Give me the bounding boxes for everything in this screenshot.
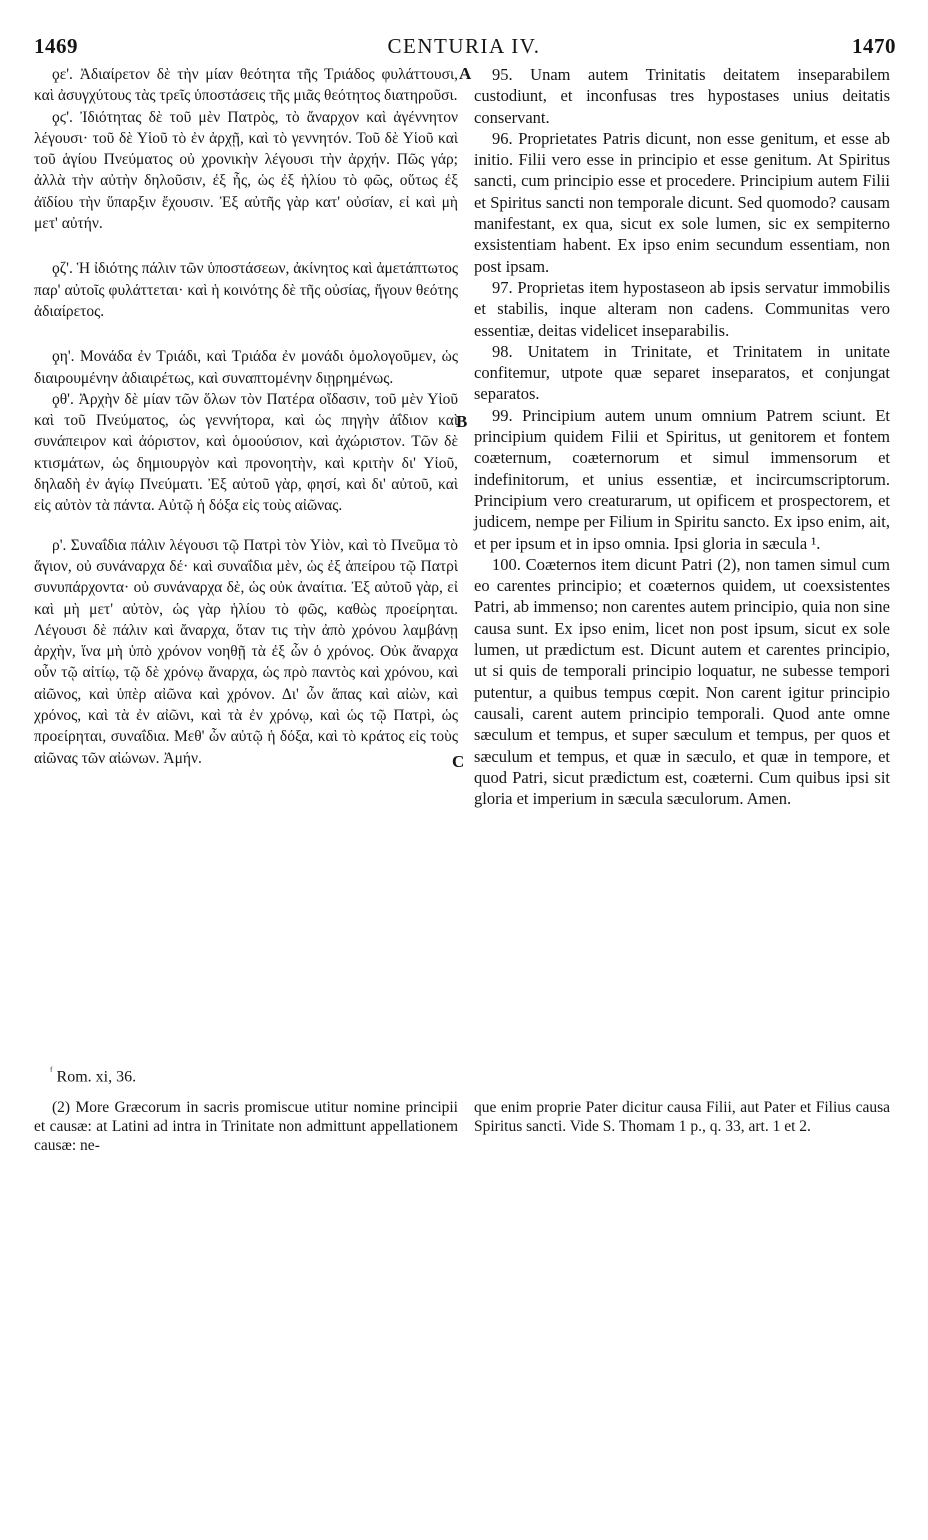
latin-column xyxy=(474,64,890,809)
running-title: CENTURIA IV. xyxy=(387,34,541,58)
latin-paragraph-100: 100. Coæternos item dicunt Patri (2), non tamen simul cum eo carentes principio; et coæternos quidem, ut coexsistentes Patri, ab immenso; non carentes autem principio, quia non sine causa sunt. Ex ipso enim, licet non post ipsum, sicut ex sole lumen, ut prædictum est. Dicunt autem et carentes principio, ut si quis de temporali principio loquatur, ne subesse tempori putentur, a quibus tempus cœpit. Non carent igitur principio causali, carent autem principio temporali. Quod ante omne sæculum et tempus, et super sæculum et tempus, per quos et sæculum et tempus, et quæ in sæculo, et quæ in tempore, et quod Patri, sicut prædictum est, coæterni. Cum quibus ipsi sit gloria et imperium in sæcula sæculorum. Amen. xyxy=(474,554,890,809)
margin-letter-b: B xyxy=(456,412,468,431)
greek-paragraph-97: ϙζ'. Ἡ ἰδιότης πάλιν τῶν ὑποστάσεων, ἀκίνητος καὶ ἀμετάπτωτος παρ' αὐτοῖς φυλάττεται· καὶ ἡ κοινότης δὲ τῆς οὐσίας, ἤγουν θεότης ἀδιαίρετος. xyxy=(34,260,458,320)
footnote-right xyxy=(474,1098,890,1136)
footnote-2-part-1: (2) More Græcorum in sacris promiscue utitur nomine principii et causæ: at Latini ad intra in Trinitate non admittunt appellationem causæ: ne- xyxy=(34,1099,458,1154)
reference-mark: ᶠ xyxy=(50,1064,53,1078)
footnote-left xyxy=(34,1098,458,1155)
greek-paragraph-100: ρ'. Συναΐδια πάλιν λέγουσι τῷ Πατρὶ τὸν Υἱὸν, καὶ τὸ Πνεῦμα τὸ ἅγιον, οὐ συνάναρχα δέ· καὶ συναΐδια μὲν, ὡς ἐξ ἀπείρου τῷ Πατρὶ συνυπάρχοντα· οὐ συνάναρχα δὲ, ὡς οὐκ ἀναίτια. Ἐξ αὐτοῦ γὰρ, εἰ καὶ μὴ μετ' αὐτὸν, ὡς γὰρ ἡλίου τὸ φῶς, καθὼς προείρηται. Λέγουσι δὲ πάλιν καὶ ἄναρχα, ὅταν τις τὴν ἀπὸ χρόνου λαμβάνῃ ἀρχὴν, ἵνα μὴ ὑπὸ χρόνον νοηθῇ τὰ ἐξ ὧν ὁ χρόνος. Οὐκ ἄναρχα οὖν τῷ αἰτίῳ, τῷ δὲ χρόνῳ ἄναρχα, ὡς πρὸ παντὸς καὶ χρόνου, καὶ αἰῶνος, καὶ ὑπὲρ αἰῶνα καὶ χρόνον. Δι' ὧν ἅπας καὶ αἰὼν, καὶ χρόνος, καὶ τὰ ἐν αἰῶνι, καὶ τὰ ἐν χρόνῳ, καὶ ὡς τῷ Πατρὶ, ὡς προείρηται, συναΐδια. Μεθ' ὧν αὐτῷ ἡ δόξα, καὶ τὸ κράτος εἰς τοὺς αἰῶνας τῶν αἰώνων. Ἀμήν. xyxy=(34,536,458,767)
margin-letter-c: C xyxy=(452,752,465,771)
scripture-reference xyxy=(50,1064,136,1086)
latin-paragraph-96: 96. Proprietates Patris dicunt, non esse genitum, et esse ab initio. Filii vero esse in principio et esse genitum. At Spiritus sancti, cum principio esse et procedere. Principium autem Filii et Spiritus sancti non temporale dicunt. Sed quomodo? causam manifestant, ex qua, sicut ex sole lumen, sic ex sempiterno exsistentiam habent. Ex ipso enim secundum essentiam, non post ipsam. xyxy=(474,128,890,276)
latin-paragraph-97: 97. Proprietas item hypostaseon ab ipsis servatur immobilis et stabilis, inque alteram non cadens. Communitas vero essentiæ, deitas videlicet inseparabilis. xyxy=(474,277,890,340)
greek-paragraph-99: ϙθ'. Ἀρχὴν δὲ μίαν τῶν ὅλων τὸν Πατέρα οἴδασιν, τοῦ μὲν Υἱοῦ καὶ τοῦ Πνεύματος, ὡς γεννήτορα, καὶ ὡς πηγὴν ἀΐδιον καὶ συνάπειρον καὶ ἀόριστον, καὶ ὁμοούσιον, καὶ ἀχώριστον. Τῶν δὲ κτισμάτων, ὡς δημιουργὸν καὶ προνοητὴν, καὶ κριτὴν δι' Υἱοῦ, δηλαδὴ ἐν ἁγίῳ Πνεύματι. Ἐξ αὐτοῦ γὰρ, φησί, καὶ δι' αὐτοῦ, καὶ εἰς αὐτὸν τὰ πάντα. Αὐτῷ ἡ δόξα εἰς τοὺς αἰῶνας. xyxy=(34,390,458,515)
greek-paragraph-95: ϙε'. Ἀδιαίρετον δὲ τὴν μίαν θεότητα τῆς Τριάδος φυλάττουσι, καὶ ἀσυγχύτους τὰς τρεῖς ὑποστάσεις τῆς μιᾶς θεότητος διατηροῦσι. xyxy=(34,66,458,105)
latin-paragraph-98: 98. Unitatem in Trinitate, et Trinitatem in unitate confitemur, utpote quæ separet inseparatos, et conjungat separatos. xyxy=(474,341,890,404)
right-page-number: 1470 xyxy=(852,34,896,58)
left-page-number: 1469 xyxy=(34,34,78,58)
greek-column xyxy=(34,64,458,769)
footnote-2-part-2: que enim proprie Pater dicitur causa Filii, aut Pater et Filius causa Spiritus sancti. Vide S. Thomam 1 p., q. 33, art. 1 et 2. xyxy=(474,1099,890,1135)
greek-paragraph-98: ϙη'. Μονάδα ἐν Τριάδι, καὶ Τριάδα ἐν μονάδι ὁμολογοῦμεν, ὡς διαιρουμένην ἀδιαιρέτως, καὶ συναπτομένην διῃρημένως. xyxy=(34,348,458,387)
latin-paragraph-99: 99. Principium autem unum omnium Patrem sciunt. Et principium quidem Filii et Spiritus, ut genitorem et fontem coæternum, coæternorum et simul immensorum et indefinitorum, et unius essentiæ, et incircumscriptorum. Principium vero creaturarum, ut opificem et prospectorem, et judicem, nempe per Filium in Spiritu sancto. Ex ipso enim, ait, et per ipsum et in ipso omnia. Ipsi gloria in sæcula ¹. xyxy=(474,405,890,553)
latin-paragraph-95: 95. Unam autem Trinitatis deitatem inseparabilem custodiunt, et inconfusas tres hypostases unius deitatis conservant. xyxy=(474,65,890,127)
reference-text: Rom. xi, 36. xyxy=(56,1068,137,1086)
greek-paragraph-96: ϙϛ'. Ἰδιότητας δὲ τοῦ μὲν Πατρὸς, τὸ ἄναρχον καὶ ἀγέννητον λέγουσι· τοῦ δὲ Υἱοῦ τὸ ἐν ἀρχῇ, καὶ τὸ γεννητόν. Τοῦ δὲ Υἱοῦ καὶ τοῦ ἁγίου Πνεύματος οὐ χρονικὴν λέγουσι τὴν ἀρχήν. Πῶς γάρ; ἀλλὰ τὴν αὐτὴν δηλοῦσιν, ἐξ ἧς, ὡς ἐξ ἡλίου τὸ φῶς, οὕτως ἐξ ἀϊδίου τὴν ὕπαρξιν ἔχουσιν. Ἐξ αὐτῆς γὰρ κατ' οὐσίαν, εἰ καὶ μὴ μετ' αὐτήν. xyxy=(34,108,458,233)
margin-letter-a: A xyxy=(459,64,472,83)
